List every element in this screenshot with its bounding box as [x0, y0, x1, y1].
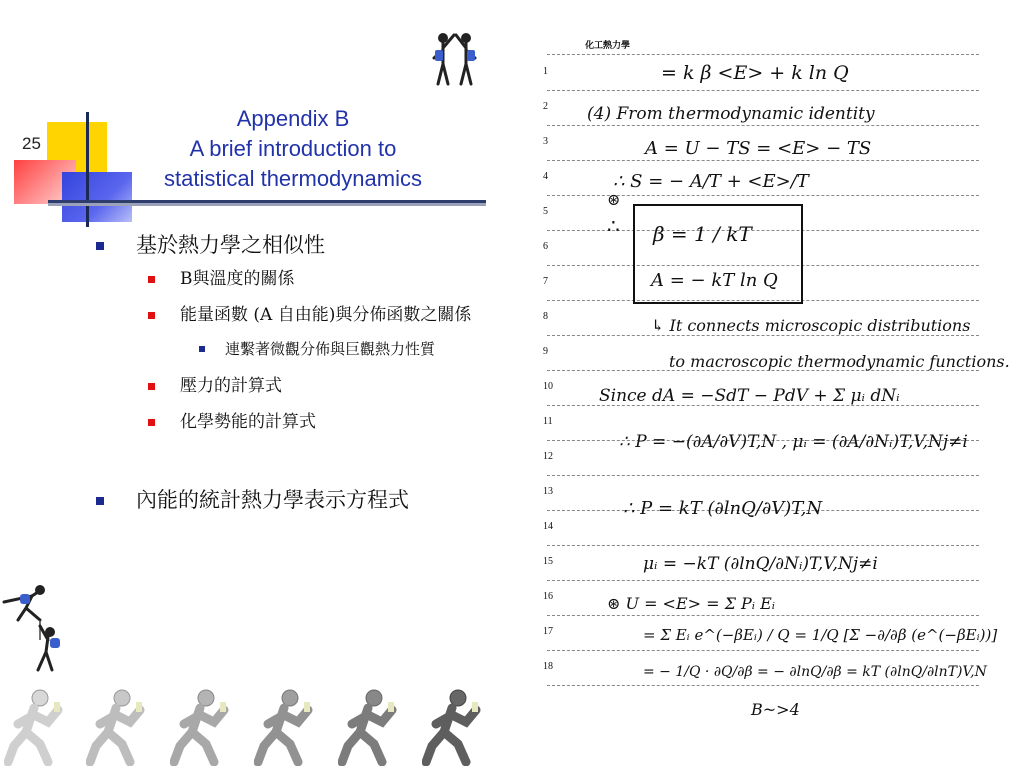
line-number: 17 — [543, 626, 553, 637]
bullet-level2 — [96, 302, 486, 328]
page-number: 25 — [22, 134, 41, 153]
title-line-1: Appendix B — [236, 106, 350, 131]
decor-vertical-line — [86, 112, 89, 227]
line-number: 15 — [543, 556, 553, 567]
notebook-header: 化工熱力學 — [585, 41, 631, 51]
equation-line-18: = − 1/Q · ∂Q/∂β = − ∂lnQ/∂β = kT (∂lnQ/∂lnT)V,N — [643, 664, 987, 680]
bullet-square-icon — [148, 383, 155, 390]
equation-line-3: A = U − TS = <E> − TS — [645, 138, 872, 159]
running-figure-icon — [4, 688, 64, 766]
equation-line-10: Since dA = −SdT − PdV + Σ μᵢ dNᵢ — [599, 386, 900, 406]
star-bullet-icon: ⊛ — [607, 190, 621, 209]
line-number: 14 — [543, 521, 553, 532]
line-number: 4 — [543, 171, 548, 182]
line-number: 13 — [543, 486, 553, 497]
running-figure-icon — [86, 688, 146, 766]
line-number: 9 — [543, 346, 548, 357]
title-line-3: statistical thermodynamics — [164, 166, 422, 191]
bullet-text: 壓力的計算式 — [180, 376, 282, 396]
handwritten-line-8: ↳ It connects microscopic distributions — [651, 316, 971, 335]
line-number: 11 — [543, 416, 553, 427]
bullet-text: 能量函數 (A 自由能)與分佈函數之關係 — [180, 305, 472, 325]
bullet-level3 — [96, 338, 486, 361]
bullet-square-icon — [148, 419, 155, 426]
line-number: 10 — [543, 381, 553, 392]
helmholtz-relation: A = − kT ln Q — [651, 270, 778, 291]
page-footer-note: B~>4 — [751, 700, 800, 719]
line-number: 3 — [543, 136, 548, 147]
line-number: 1 — [543, 66, 548, 77]
line-number: 5 — [543, 206, 548, 217]
line-number: 18 — [543, 661, 553, 672]
bullet-level1 — [96, 485, 486, 515]
bullet-list — [96, 230, 486, 521]
equation-line-4: ∴ S = − A/T + <E>/T — [613, 171, 809, 192]
handwritten-line-9: to macroscopic thermodynamic functions. — [669, 352, 1010, 371]
decor-title-underline — [48, 200, 486, 203]
title-line-2: A brief introduction to — [189, 136, 397, 161]
decor-title-underline-shadow — [48, 203, 486, 206]
bullet-text: 連繫著微觀分佈與巨觀熱力性質 — [225, 340, 436, 358]
equation-line-17: = Σ Eᵢ e^(−βEᵢ) / Q = 1/Q [Σ −∂/∂β (e^(−βEᵢ))] — [643, 626, 998, 644]
handwritten-line-2: (4) From thermodynamic identity — [587, 104, 875, 124]
decor-blue-square — [62, 172, 132, 222]
bullet-text: 內能的統計熱力學表示方程式 — [136, 488, 409, 512]
running-figure-icon — [254, 688, 314, 766]
running-figure-icon — [338, 688, 398, 766]
bullet-square-icon — [199, 346, 205, 352]
equation-line-11: ∴ P = −(∂A/∂V)T,N , μᵢ = (∂A/∂Nᵢ)T,V,Nj≠i — [619, 432, 968, 452]
line-number: 8 — [543, 311, 548, 322]
bullet-level1 — [96, 230, 486, 260]
running-figure-icon — [170, 688, 230, 766]
running-figure-icon — [422, 688, 482, 766]
bullet-square-icon — [96, 497, 104, 505]
bullet-square-icon — [96, 242, 104, 250]
equation-line-13: ∴ P = kT (∂lnQ/∂V)T,N — [623, 498, 823, 519]
notebook-page — [533, 30, 1010, 719]
bullet-level2 — [96, 409, 486, 435]
line-number: 16 — [543, 591, 553, 602]
line-number: 2 — [543, 101, 548, 112]
bullet-square-icon — [148, 276, 155, 283]
two-figures-high-five-icon — [430, 30, 480, 88]
climbing-figures-icon — [2, 580, 66, 674]
line-number: 7 — [543, 276, 548, 287]
beta-relation: β = 1 / kT — [653, 222, 752, 246]
equation-line-16: ⊛ U = <E> = Σ Pᵢ Eᵢ — [607, 594, 775, 613]
key-result-box — [633, 204, 803, 304]
line-number: 6 — [543, 241, 548, 252]
bullet-level2 — [96, 373, 486, 399]
bullet-text: 化學勢能的計算式 — [180, 412, 316, 432]
equation-line-1: = k β <E> + k ln Q — [661, 62, 849, 84]
bullet-level2 — [96, 266, 486, 292]
bullet-square-icon — [148, 312, 155, 319]
bullet-text: 基於熱力學之相似性 — [136, 233, 325, 257]
slide-title — [128, 104, 458, 194]
equation-line-15: μᵢ = −kT (∂lnQ/∂Nᵢ)T,V,Nj≠i — [643, 554, 878, 574]
therefore-symbol: ∴ — [607, 214, 620, 238]
bullet-text: Β與溫度的關係 — [180, 269, 295, 289]
line-number: 12 — [543, 451, 553, 462]
